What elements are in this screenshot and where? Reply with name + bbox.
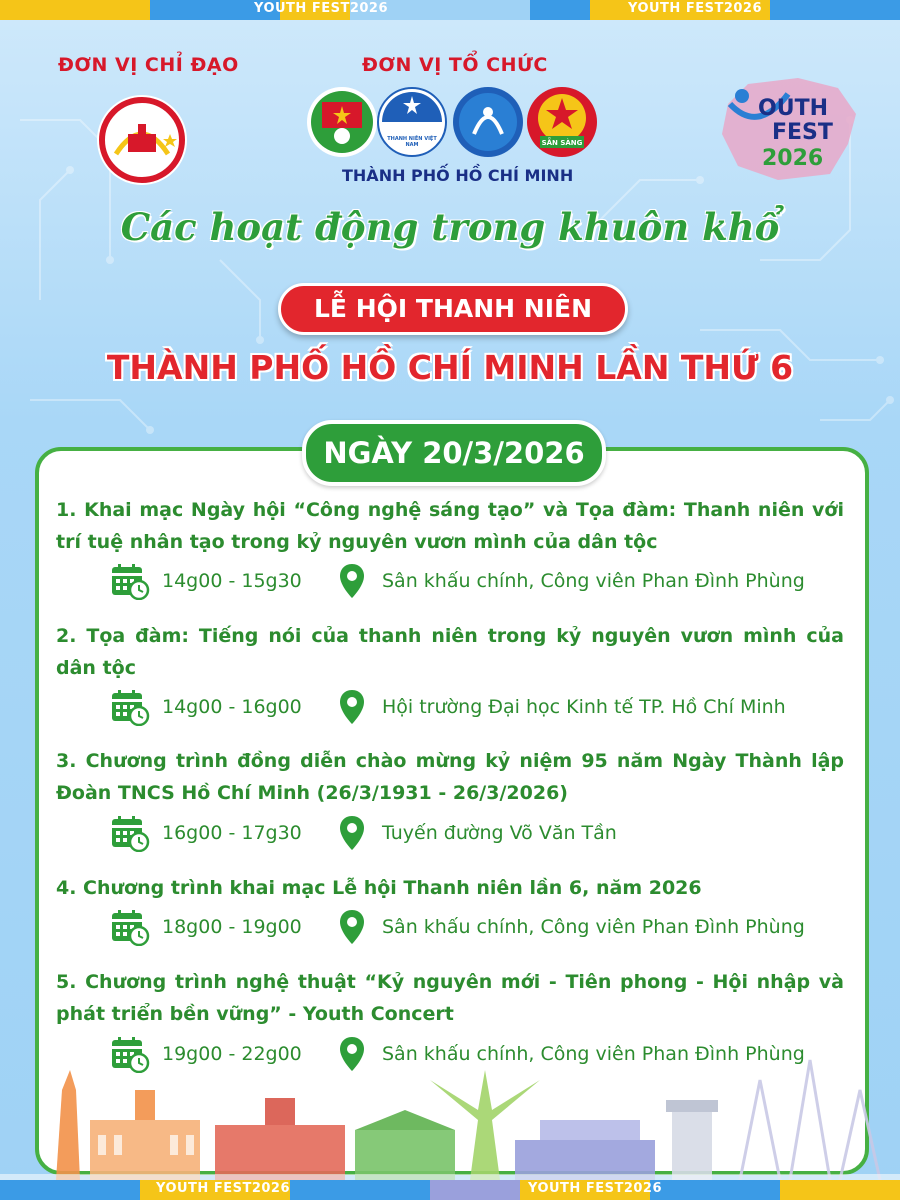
top-banner-strip [0, 0, 900, 20]
strip-label: YOUTH FEST2026 [528, 1181, 663, 1196]
city-caption: THÀNH PHỐ HỒ CHÍ MINH [342, 166, 574, 185]
youth-fest-word-2: FEST [772, 120, 833, 145]
time-text: 19g00 - 22g00 [162, 1043, 302, 1065]
map-pin-icon [338, 908, 366, 946]
calendar-clock-icon [110, 814, 150, 852]
time-text: 16g00 - 17g30 [162, 822, 302, 844]
hcmc-emblem-logo [96, 94, 188, 186]
map-pin-icon [338, 688, 366, 726]
schedule-item-place [338, 909, 805, 945]
schedule-item-place [338, 563, 805, 599]
city-skyline-illustration [0, 1050, 900, 1180]
time-text: 14g00 - 15g30 [162, 570, 302, 592]
festival-title-badge: LỄ HỘI THANH NIÊN [278, 283, 628, 335]
time-text: 14g00 - 16g00 [162, 696, 302, 718]
time-text: 18g00 - 19g00 [162, 916, 302, 938]
script-title: Các hoạt động trong khuôn khổ [120, 205, 780, 249]
calendar-clock-icon [110, 562, 150, 600]
place-text: Sân khấu chính, Công viên Phan Đình Phùng [382, 1043, 805, 1065]
schedule-item-place [338, 689, 786, 725]
map-pin-icon [338, 814, 366, 852]
schedule-item-title: 5. Chương trình nghệ thuật “Kỷ nguyên mới - Tiên phong - Hội nhập và phát triển bền vững” - Youth Concert [56, 971, 844, 1025]
schedule-item-title: 1. Khai mạc Ngày hội “Công nghệ sáng tạo” và Tọa đàm: Thanh niên với trí tuệ nhân tạo trong kỷ nguyên vươn mình của dân tộc [56, 499, 844, 553]
schedule-item-time [110, 909, 302, 945]
strip-label: YOUTH FEST2026 [628, 1, 763, 16]
federation-caption: THANH NIÊN VIỆT NAM [387, 136, 437, 148]
schedule-item-time [110, 689, 302, 725]
strip-label: YOUTH FEST2026 [156, 1181, 291, 1196]
map-pin-icon [338, 562, 366, 600]
place-text: Sân khấu chính, Công viên Phan Đình Phùng [382, 916, 805, 938]
schedule-item-time [110, 563, 302, 599]
schedule-item-title: 4. Chương trình khai mạc Lễ hội Thanh niên lần 6, năm 2026 [56, 877, 702, 899]
students-association-logo [452, 86, 524, 158]
guiding-unit-title: ĐƠN VỊ CHỈ ĐẠO [58, 54, 239, 76]
youth-fest-year: 2026 [762, 146, 824, 171]
organizing-unit-title: ĐƠN VỊ TỔ CHỨC [362, 54, 548, 76]
bottom-banner-strip [0, 1180, 900, 1200]
pioneers-caption: SẴN SÀNG [541, 139, 583, 147]
calendar-clock-icon [110, 688, 150, 726]
date-badge: NGÀY 20/3/2026 [302, 420, 606, 486]
city-edition-title: THÀNH PHỐ HỒ CHÍ MINH LẦN THỨ 6 [106, 348, 794, 387]
schedule-item-title: 2. Tọa đàm: Tiếng nói của thanh niên trong kỷ nguyên vươn mình của dân tộc [56, 625, 844, 679]
place-text: Tuyến đường Võ Văn Tần [382, 822, 617, 844]
strip-label: YOUTH FEST2026 [254, 1, 389, 16]
youth-fest-logo [718, 74, 860, 184]
youth-union-logo [306, 86, 378, 158]
schedule-item-place [338, 815, 617, 851]
schedule-item-time [110, 815, 302, 851]
schedule-item-title: 3. Chương trình đồng diễn chào mừng kỷ niệm 95 năm Ngày Thành lập Đoàn TNCS Hồ Chí Minh (26/3/1931 - 26/3/2026) [56, 750, 844, 804]
pioneers-logo [526, 86, 598, 158]
place-text: Sân khấu chính, Công viên Phan Đình Phùng [382, 570, 805, 592]
place-text: Hội trường Đại học Kinh tế TP. Hồ Chí Minh [382, 696, 786, 718]
calendar-clock-icon [110, 908, 150, 946]
youth-fest-word-1: OUTH [758, 96, 828, 121]
